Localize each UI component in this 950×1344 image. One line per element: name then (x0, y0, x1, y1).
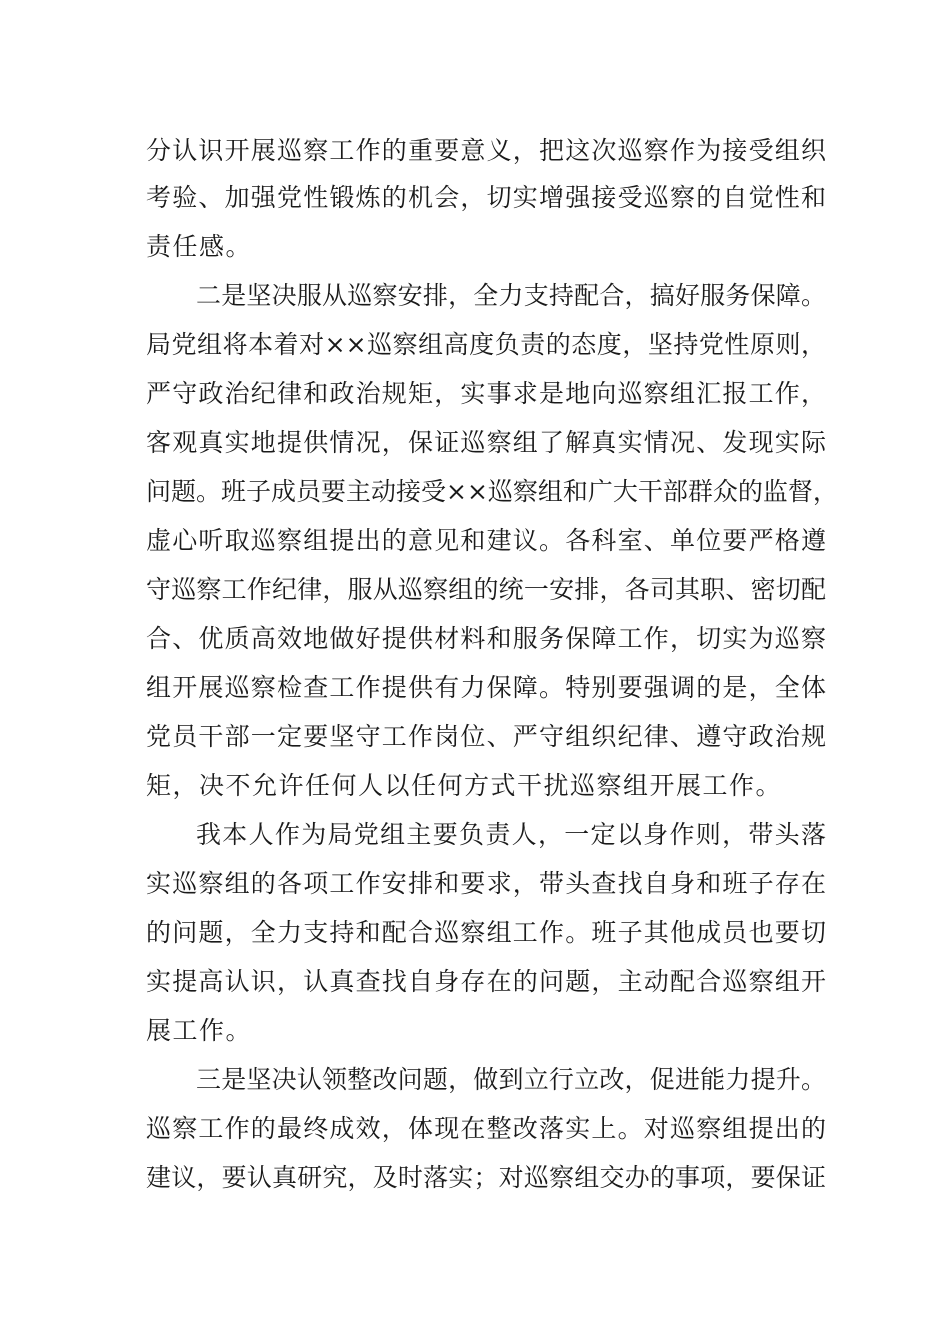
paragraph-start-line: 二是坚决服从巡察安排，全力支持配合，搞好服务保障。 (196, 281, 826, 310)
text-line: 的问题，全力支持和配合巡察组工作。班子其他成员也要切 (146, 918, 826, 947)
text-line: 守巡察工作纪律，服从巡察组的统一安排，各司其职、密切配 (146, 575, 826, 604)
text-line: 责任感。 (146, 232, 253, 261)
paragraph-start-line: 我本人作为局党组主要负责人，一定以身作则，带头落 (196, 820, 826, 849)
text-line: 严守政治纪律和政治规矩，实事求是地向巡察组汇报工作， (146, 379, 826, 408)
text-line: 展工作。 (146, 1016, 253, 1045)
text-line: 矩，决不允许任何人以任何方式干扰巡察组开展工作。 (146, 771, 783, 800)
text-line: 问题。班子成员要主动接受××巡察组和广大干部群众的监督， (146, 477, 838, 506)
text-line: 客观真实地提供情况，保证巡察组了解真实情况、发现实际 (146, 428, 826, 457)
text-line: 实提高认识，认真查找自身存在的问题，主动配合巡察组开 (146, 967, 826, 996)
text-line: 巡察工作的最终成效，体现在整改落实上。对巡察组提出的 (146, 1114, 826, 1143)
text-line: 分认识开展巡察工作的重要意义，把这次巡察作为接受组织 (146, 136, 826, 165)
text-line: 合、优质高效地做好提供材料和服务保障工作，切实为巡察 (146, 624, 826, 653)
text-line: 考验、加强党性锻炼的机会，切实增强接受巡察的自觉性和 (146, 183, 826, 212)
text-line: 局党组将本着对××巡察组高度负责的态度，坚持党性原则， (146, 330, 826, 359)
text-line: 虚心听取巡察组提出的意见和建议。各科室、单位要严格遵 (146, 526, 826, 555)
text-line: 组开展巡察检查工作提供有力保障。特别要强调的是，全体 (146, 673, 826, 702)
text-line: 建议，要认真研究，及时落实；对巡察组交办的事项，要保证 (146, 1163, 826, 1192)
text-line: 实巡察组的各项工作安排和要求，带头查找自身和班子存在 (146, 869, 826, 898)
paragraph-start-line: 三是坚决认领整改问题，做到立行立改，促进能力提升。 (196, 1065, 826, 1094)
text-line: 党员干部一定要坚守工作岗位、严守组织纪律、遵守政治规 (146, 722, 826, 751)
